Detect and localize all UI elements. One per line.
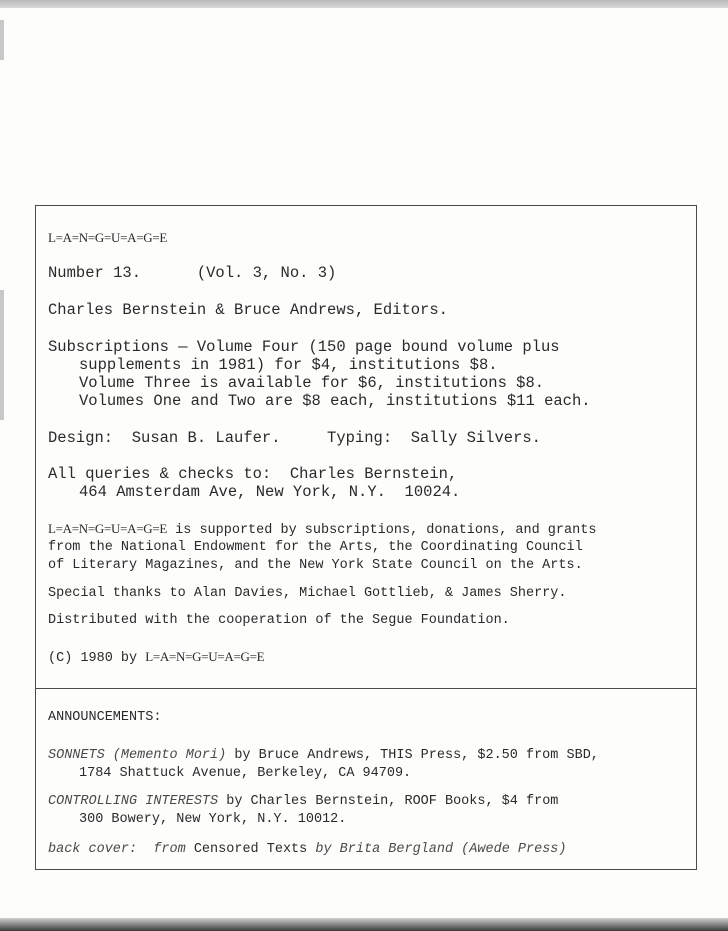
- subscriptions-line: Subscriptions — Volume Four (150 page bound volume plus: [48, 338, 560, 356]
- support-line: from the National Endowment for the Arts, the Coordinating Council: [48, 540, 583, 555]
- magazine-logo-inline: L=A=N=G=U=A=G=E: [145, 649, 265, 664]
- support-line: L=A=N=G=U=A=G=E is supported by subscriptions, donations, and grants: [48, 521, 597, 538]
- scan-bottom-edge: [0, 918, 728, 931]
- magazine-logo: L=A=N=G=U=A=G=E: [48, 230, 168, 245]
- book-title: SONNETS (Memento Mori): [48, 748, 227, 763]
- announcement-address: 1784 Shattuck Avenue, Berkeley, CA 94709.: [79, 766, 412, 781]
- credits-line: Design: Susan B. Laufer. Typing: Sally Silvers.: [48, 429, 541, 447]
- announcement-item: CONTROLLING INTERESTS by Charles Bernstein, ROOF Books, $4 from: [48, 794, 559, 809]
- scan-margin-mark: [0, 20, 4, 60]
- support-line: of Literary Magazines, and the New York State Council on the Arts.: [48, 558, 583, 573]
- scan-top-edge: [0, 0, 728, 8]
- address-line: 464 Amsterdam Ave, New York, N.Y. 10024.: [79, 483, 461, 501]
- book-title: CONTROLLING INTERESTS: [48, 794, 219, 809]
- issue-number: Number 13. (Vol. 3, No. 3): [48, 264, 337, 282]
- back-cover-credit: back cover: from Censored Texts by Brita Bergland (Awede Press): [48, 842, 567, 857]
- editors-line: Charles Bernstein & Bruce Andrews, Editors.: [48, 301, 448, 319]
- announcement-item: SONNETS (Memento Mori) by Bruce Andrews, THIS Press, $2.50 from SBD,: [48, 748, 599, 763]
- queries-line: All queries & checks to: Charles Bernstein,: [48, 465, 458, 483]
- thanks-line: Special thanks to Alan Davies, Michael Gottlieb, & James Sherry.: [48, 586, 567, 601]
- announcements-heading: ANNOUNCEMENTS:: [48, 710, 162, 725]
- copyright-line: (C) 1980 by L=A=N=G=U=A=G=E: [48, 649, 265, 666]
- distribution-line: Distributed with the cooperation of the Segue Foundation.: [48, 613, 510, 628]
- subscriptions-line: Volume Three is available for $6, institutions $8.: [79, 374, 545, 392]
- magazine-logo-inline: L=A=N=G=U=A=G=E: [48, 521, 168, 536]
- subscriptions-line: supplements in 1981) for $4, institutions $8.: [79, 356, 498, 374]
- scan-margin-mark: [0, 290, 4, 420]
- subscriptions-line: Volumes One and Two are $8 each, institutions $11 each.: [79, 392, 591, 410]
- announcement-address: 300 Bowery, New York, N.Y. 10012.: [79, 812, 347, 827]
